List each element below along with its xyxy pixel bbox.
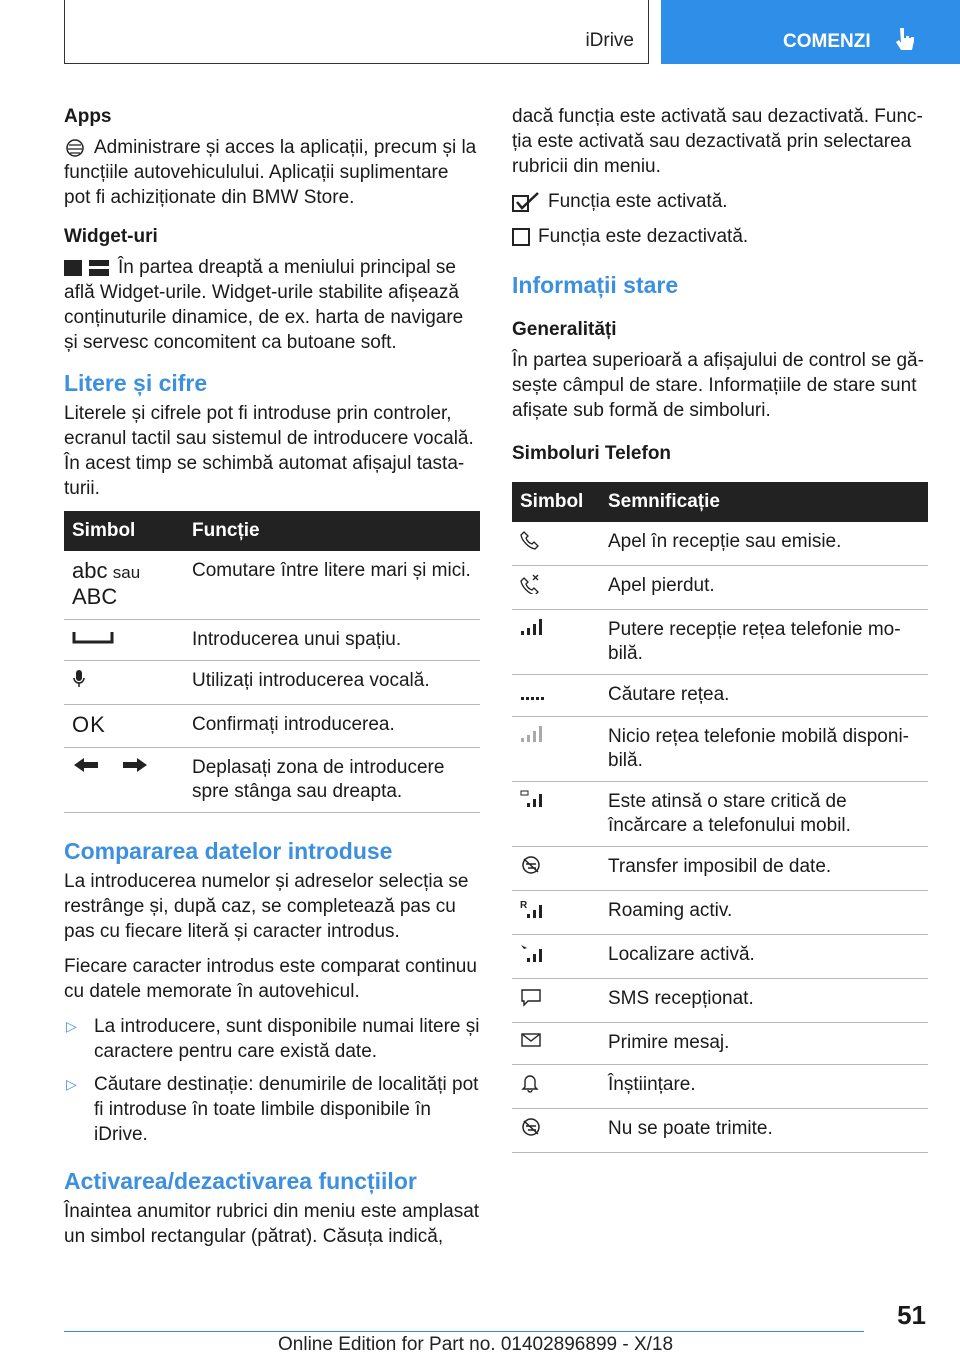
mail-icon xyxy=(520,1031,542,1049)
function-cell: Confirmați introducerea. xyxy=(184,705,480,748)
svg-text:R: R xyxy=(520,900,528,911)
symbol-cell xyxy=(64,620,184,661)
table-header-symbol: Simbol xyxy=(64,511,184,551)
compare-paragraph-1: La introducerea numelor și adreselor selecția se restrânge și, după caz, se completează pas cu pas cu fiecare literă și caracter introdus. xyxy=(64,871,469,942)
table-header-meaning: Semnificație xyxy=(600,482,928,522)
widgets-title: Widget-uri xyxy=(64,226,158,247)
letters-paragraph: Literele și cifrele pot fi introduse prin controler, ecranul tactil sau sistemul de introducere vocală. În acest timp se schimbă automat afișajul tasta-turii. xyxy=(64,403,474,499)
header-chapter-title: COMENZI xyxy=(783,31,871,52)
page-number: 51 xyxy=(897,1300,926,1330)
apps-icon xyxy=(64,138,86,158)
symbol-cell xyxy=(512,891,600,935)
left-column xyxy=(64,104,480,1259)
table-row xyxy=(512,610,928,675)
meaning-cell: Apel pierdut. xyxy=(600,566,928,610)
table-row xyxy=(64,620,480,661)
symbol-cell xyxy=(512,1109,600,1153)
symbol-cell xyxy=(512,610,600,675)
table-header-row xyxy=(64,511,480,551)
header-chapter-tab[interactable] xyxy=(661,0,960,64)
function-cell: Utilizați introducerea vocală. xyxy=(184,661,480,705)
phone-symbols-table xyxy=(512,482,928,1153)
table-row xyxy=(512,935,928,979)
compare-paragraph-2: Fiecare caracter introdus este comparat continuu cu datele memorate în autovehicul. xyxy=(64,956,477,1002)
meaning-cell: Nicio rețea telefonie mobilă disponi-bilă. xyxy=(600,717,928,782)
lowercase-symbol: abc xyxy=(72,558,108,583)
table-row xyxy=(64,748,480,813)
table-row xyxy=(64,661,480,705)
general-paragraph: În partea superioară a afișajului de control se gă-sește câmpul de stare. Informațiile de stare sunt afișate sub formă de simboluri. xyxy=(512,350,924,421)
meaning-cell: SMS recepționat. xyxy=(600,979,928,1023)
list-item: ▷ Căutare destinație: denumirile de localități pot fi introduse în toate limbile disponibile în iDrive. xyxy=(66,1074,479,1145)
widgets-paragraph: În partea dreaptă a meniului principal se află Widget-urile. Widget-urile stabilite afișează conținuturile dinamice, de ex. harta de navigare și servesc concomitent ca butoane soft. xyxy=(64,257,464,353)
right-column xyxy=(512,104,928,1153)
symbol-cell xyxy=(64,661,184,705)
phone-symbols-title: Simboluri Telefon xyxy=(512,443,672,464)
symbol-cell xyxy=(512,1065,600,1109)
symbol-cell xyxy=(512,782,600,847)
meaning-cell: Înștiințare. xyxy=(600,1065,928,1109)
table-row xyxy=(512,782,928,847)
function-cell: Deplasați zona de introducere spre stânga sau dreapta. xyxy=(184,748,480,813)
keyboard-symbols-table xyxy=(64,511,480,813)
unchecked-line: Funcția este dezactivată. xyxy=(512,224,928,249)
meaning-cell: Apel în recepție sau emisie. xyxy=(600,522,928,566)
send-failed-icon xyxy=(520,1117,542,1137)
table-row xyxy=(64,551,480,620)
table-row xyxy=(512,717,928,782)
table-row xyxy=(64,705,480,748)
function-cell: Comutare între litere mari și mici. xyxy=(184,551,480,620)
table-header-row xyxy=(512,482,928,522)
symbol-cell xyxy=(512,935,600,979)
table-row xyxy=(512,1109,928,1153)
apps-paragraph: Administrare și acces la aplicații, precum și la funcțiile autovehiculului. Aplicații suplimentare pot fi achiziționate din BMW Store. xyxy=(64,137,477,208)
checkbox-checked-icon xyxy=(512,192,540,212)
status-heading: Informații stare xyxy=(512,272,679,298)
table-header-symbol: Simbol xyxy=(512,482,600,522)
symbol-cell xyxy=(512,566,600,610)
continuation-paragraph: dacă funcția este activată sau dezactivată. Func-ția este activată sau dezactivată prin selectarea rubricii din meniu. xyxy=(512,106,923,177)
footer-divider xyxy=(64,1331,864,1332)
symbol-cell xyxy=(512,1023,600,1065)
bullet-triangle-icon: ▷ xyxy=(66,1076,77,1092)
meaning-cell: Transfer imposibil de date. xyxy=(600,847,928,891)
symbol-cell xyxy=(512,675,600,717)
table-row xyxy=(512,1065,928,1109)
low-battery-icon xyxy=(520,790,546,808)
table-row xyxy=(512,891,928,935)
activate-heading: Activarea/dezactivarea funcțiilor xyxy=(64,1168,417,1194)
bullet-triangle-icon: ▷ xyxy=(66,1018,77,1034)
uppercase-symbol: ABC xyxy=(72,584,118,609)
list-item: ▷ La introducere, sunt disponibile numai litere și caractere pentru care există date. xyxy=(66,1016,480,1062)
hand-pointer-icon xyxy=(894,26,918,54)
meaning-cell: Nu se poate trimite. xyxy=(600,1109,928,1153)
table-row xyxy=(512,522,928,566)
space-icon xyxy=(72,629,114,645)
checkbox-unchecked-icon xyxy=(512,228,530,246)
location-icon xyxy=(520,943,546,963)
meaning-cell: Putere recepție rețea telefonie mo-bilă. xyxy=(600,610,928,675)
table-header-function: Funcție xyxy=(184,511,480,551)
bell-icon xyxy=(520,1073,540,1093)
meaning-cell: Roaming activ. xyxy=(600,891,928,935)
letters-heading: Litere și cifre xyxy=(64,370,208,396)
function-cell: Introducerea unui spațiu. xyxy=(184,620,480,661)
table-row xyxy=(512,566,928,610)
header-section-title: iDrive xyxy=(585,30,634,51)
checked-line: Funcția este activată. xyxy=(512,189,928,214)
arrow-left-icon xyxy=(72,757,100,773)
symbol-cell xyxy=(512,979,600,1023)
table-row xyxy=(512,1023,928,1065)
symbol-cell xyxy=(512,522,600,566)
general-title: Generalități xyxy=(512,319,617,340)
meaning-cell: Localizare activă. xyxy=(600,935,928,979)
symbol-cell xyxy=(512,847,600,891)
phone-icon xyxy=(520,530,540,550)
microphone-icon xyxy=(72,669,86,689)
ok-symbol: OK xyxy=(72,712,106,737)
no-data-icon xyxy=(520,855,542,875)
activate-paragraph: Înaintea anumitor rubrici din meniu este amplasat un simbol rectangular (pătrat). Căsuța indică, xyxy=(64,1201,480,1247)
symbol-cell xyxy=(512,717,600,782)
meaning-cell: Este atinsă o stare critică de încărcare a telefonului mobil. xyxy=(600,782,928,847)
symbol-cell xyxy=(64,551,184,620)
no-network-icon xyxy=(520,725,546,743)
compare-heading: Compararea datelor introduse xyxy=(64,838,393,864)
meaning-cell: Primire mesaj. xyxy=(600,1023,928,1065)
arrow-right-icon xyxy=(121,757,149,773)
or-text: sau xyxy=(112,563,141,582)
table-row xyxy=(512,675,928,717)
network-search-icon xyxy=(520,683,546,701)
table-row xyxy=(512,847,928,891)
symbol-cell xyxy=(64,748,184,813)
signal-strength-icon xyxy=(520,618,546,636)
table-row xyxy=(512,979,928,1023)
widgets-icon xyxy=(64,259,110,277)
header-section-box xyxy=(64,0,649,64)
sms-icon xyxy=(520,987,542,1007)
apps-title: Apps xyxy=(64,106,112,127)
footer-edition: Online Edition for Part no. 01402896899 - X/18 xyxy=(278,1334,674,1355)
missed-call-icon xyxy=(520,574,540,594)
roaming-icon xyxy=(520,899,546,919)
meaning-cell: Căutare rețea. xyxy=(600,675,928,717)
symbol-cell xyxy=(64,705,184,748)
